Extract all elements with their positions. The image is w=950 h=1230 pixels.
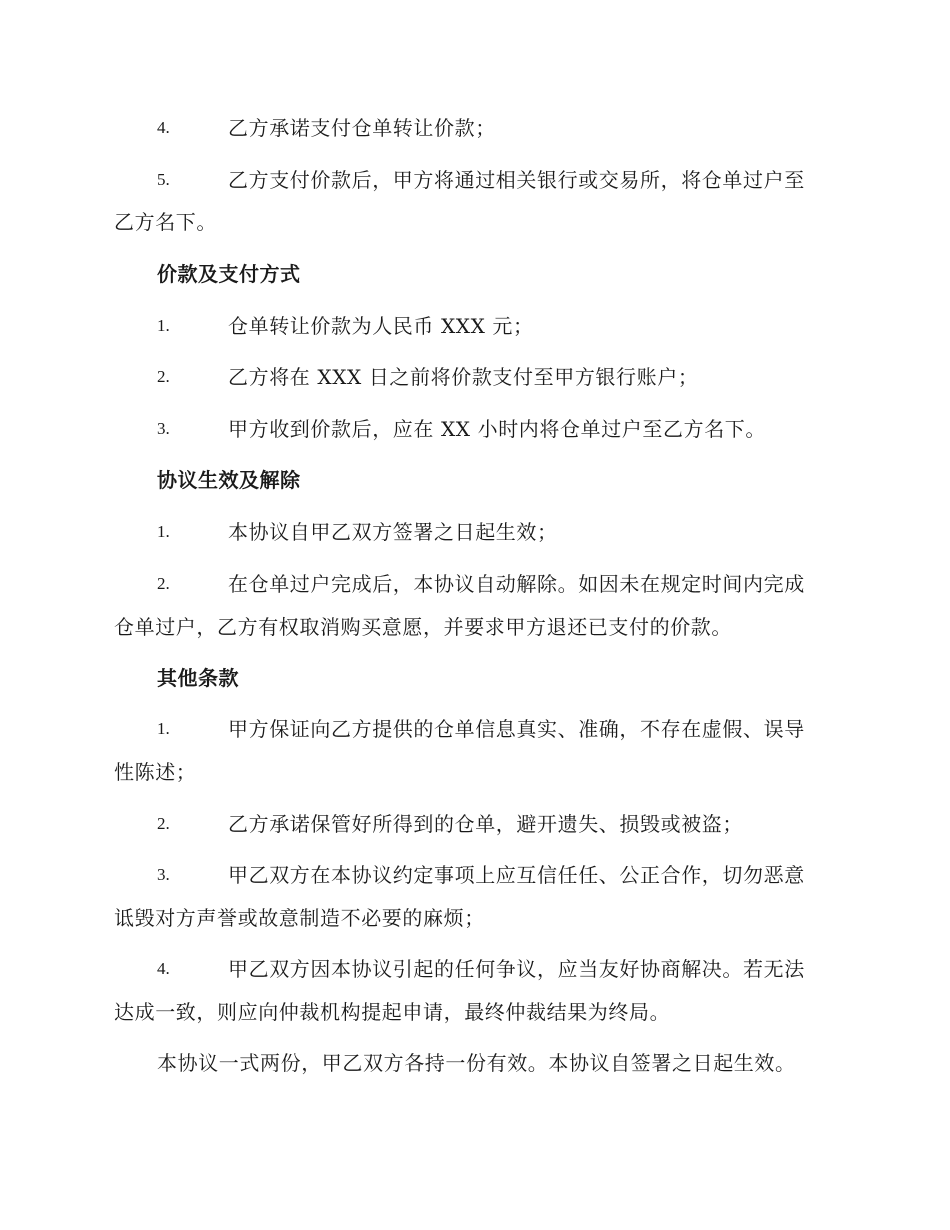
section-heading: 价款及支付方式 [157,262,301,286]
item-text-continued: 乙方名下。 [114,210,217,234]
item-text-continued: 诋毁对方声誉或故意制造不必要的麻烦； [114,906,485,930]
item-number: 1. [157,522,170,541]
item-text: 甲方收到价款后，应在 XX 小时内将仓单过户至乙方名下。 [228,417,766,441]
item-number: 3. [157,419,170,438]
item-text: 甲方保证向乙方提供的仓单信息真实、准确，不存在虚假、误导 [228,717,805,741]
item-text-continued: 仓单过户，乙方有权取消购买意愿，并要求甲方退还已支付的价款。 [114,615,732,639]
item-number: 4. [157,118,170,137]
item-number: 2. [157,814,170,833]
item-text: 仓单转让价款为人民币 XXX 元； [228,314,534,338]
item-text: 乙方支付价款后，甲方将通过相关银行或交易所，将仓单过户至 [228,168,805,192]
item-text: 本协议自甲乙双方签署之日起生效； [228,520,558,544]
section-heading: 其他条款 [157,666,239,690]
item-text: 乙方承诺保管好所得到的仓单，避开遗失、损毁或被盗； [228,812,743,836]
item-number: 2. [157,367,170,386]
item-number: 5. [157,170,170,189]
closing-statement: 本协议一式两份，甲乙双方各持一份有效。本协议自签署之日起生效。 [157,1051,796,1075]
item-number: 4. [157,959,170,978]
item-text: 甲乙双方在本协议约定事项上应互信任任、公正合作，切勿恶意 [228,863,805,887]
item-text-continued: 性陈述； [114,760,197,784]
item-text: 乙方将在 XXX 日之前将价款支付至甲方银行账户； [228,365,699,389]
item-text: 在仓单过户完成后，本协议自动解除。如因未在规定时间内完成 [228,572,805,596]
item-text-continued: 达成一致，则应向仲裁机构提起申请，最终仲裁结果为终局。 [114,1000,671,1024]
item-number: 3. [157,865,170,884]
item-text: 乙方承诺支付仓单转让价款； [228,116,496,140]
item-number: 2. [157,574,170,593]
item-text: 甲乙双方因本协议引起的任何争议，应当友好协商解决。若无法 [228,957,805,981]
item-number: 1. [157,719,170,738]
section-heading: 协议生效及解除 [157,468,301,492]
item-number: 1. [157,316,170,335]
